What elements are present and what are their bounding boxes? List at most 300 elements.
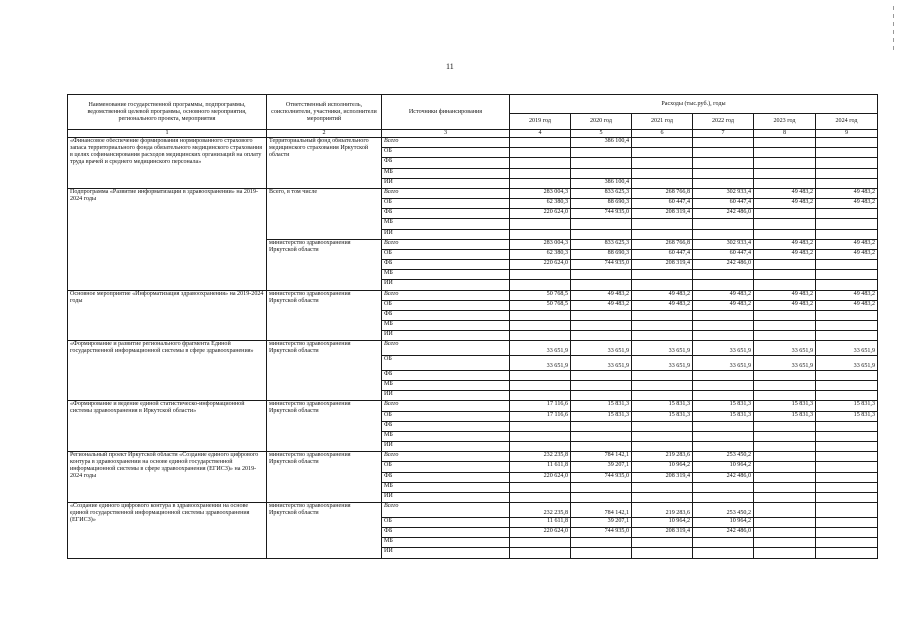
amount-cell [510,421,571,431]
amount-cell: 302 933,4 [693,239,754,249]
amount-cell: 15 831,3 [693,401,754,411]
amount-cell [571,421,632,431]
column-number: 9 [816,130,878,138]
amount-cell: 60 447,4 [693,249,754,259]
amount-cell: 386 100,4 [571,178,632,188]
executor-cell: Территориальный фонд обязательного медицинского страхования Иркутской области [267,138,382,189]
amount-cell [816,148,878,158]
amount-cell [510,168,571,178]
amount-cell [754,442,816,452]
amount-cell: 744 935,0 [571,260,632,270]
amount-cell: 283 004,3 [510,188,571,198]
amount-cell: 49 483,2 [571,300,632,310]
amount-cell [632,482,693,492]
amount-cell: 15 831,3 [693,411,754,421]
amount-cell [571,492,632,502]
amount-cell [571,370,632,380]
funding-source-cell: ОБ [382,462,510,472]
amount-cell: 50 768,5 [510,290,571,300]
amount-cell [816,462,878,472]
amount-cell [571,168,632,178]
amount-cell: 33 651,9 [632,356,693,371]
amount-cell: 208 319,4 [632,527,693,537]
amount-cell: 33 651,9 [754,341,816,356]
amount-cell [510,158,571,168]
funding-source-cell: Всего [382,503,510,518]
amount-cell: 10 964,2 [693,462,754,472]
funding-source-cell: ИИ [382,331,510,341]
amount-cell: 253 450,2 [693,503,754,518]
amount-cell: 49 483,2 [816,239,878,249]
amount-cell: 11 611,8 [510,517,571,527]
funding-source-cell: ОБ [382,249,510,259]
amount-cell [754,452,816,462]
amount-cell [693,492,754,502]
amount-cell: 17 116,6 [510,401,571,411]
amount-cell: 833 625,3 [571,188,632,198]
amount-cell [754,148,816,158]
funding-source-cell: МБ [382,219,510,229]
column-number: 5 [571,130,632,138]
amount-cell [754,158,816,168]
amount-cell: 49 483,2 [754,188,816,198]
amount-cell: 88 690,3 [571,199,632,209]
funding-source-cell: ФБ [382,472,510,482]
amount-cell [510,538,571,548]
header-name: Наименование государственной программы, подпрограммы, ведомственной целевой программы, основного мероприятия, регионального проекта, мероприятия [68,95,267,130]
funding-source-cell: Всего [382,239,510,249]
amount-cell: 11 611,8 [510,462,571,472]
amount-cell [693,381,754,391]
amount-cell [754,260,816,270]
table-row [68,188,878,198]
amount-cell: 33 651,9 [632,341,693,356]
amount-cell: 17 116,6 [510,411,571,421]
amount-cell [754,229,816,239]
amount-cell [693,391,754,401]
amount-cell [816,209,878,219]
amount-cell [571,538,632,548]
column-number: 2 [267,130,382,138]
amount-cell: 242 486,0 [693,527,754,537]
amount-cell [754,482,816,492]
header-costs: Расходы (тыс.руб.), годы [510,95,878,114]
amount-cell [571,548,632,559]
executor-cell: министерство здравоохранения Иркутской области [267,239,382,290]
amount-cell [754,209,816,219]
amount-cell [816,452,878,462]
amount-cell [510,138,571,148]
amount-cell [510,431,571,441]
amount-cell [754,310,816,320]
amount-cell [571,381,632,391]
amount-cell [632,229,693,239]
header-year: 2022 год [693,114,754,130]
executor-cell: министерство здравоохранения Иркутской области [267,401,382,452]
margin-mark [893,46,894,50]
amount-cell [693,280,754,290]
amount-cell: 744 935,0 [571,209,632,219]
funding-source-cell: Всего [382,290,510,300]
amount-cell [816,482,878,492]
table-row [68,138,878,148]
amount-cell [816,503,878,518]
amount-cell: 60 447,4 [693,199,754,209]
amount-cell [754,431,816,441]
amount-cell: 39 207,1 [571,517,632,527]
amount-cell [693,331,754,341]
funding-source-cell: ОБ [382,517,510,527]
amount-cell [754,381,816,391]
amount-cell: 833 625,3 [571,239,632,249]
amount-cell [816,310,878,320]
amount-cell: 268 766,8 [632,188,693,198]
amount-cell: 242 486,0 [693,209,754,219]
page-number: 11 [446,62,454,71]
amount-cell [754,168,816,178]
amount-cell [510,229,571,239]
header-executor: Ответственный исполнитель, соисполнители, участники, исполнители мероприятий [267,95,382,130]
amount-cell [754,331,816,341]
amount-cell [693,158,754,168]
amount-cell [816,280,878,290]
amount-cell: 219 283,6 [632,503,693,518]
amount-cell: 33 651,9 [693,356,754,371]
amount-cell [754,527,816,537]
margin-mark [893,38,894,42]
amount-cell: 242 486,0 [693,472,754,482]
amount-cell: 15 831,3 [816,411,878,421]
amount-cell: 49 483,2 [754,249,816,259]
amount-cell: 49 483,2 [816,199,878,209]
amount-cell [510,391,571,401]
amount-cell: 49 483,2 [754,300,816,310]
amount-cell: 220 624,0 [510,472,571,482]
funding-source-cell: ФБ [382,310,510,320]
amount-cell [754,138,816,148]
amount-cell: 49 483,2 [754,239,816,249]
amount-cell: 15 831,3 [571,401,632,411]
header-year: 2020 год [571,114,632,130]
amount-cell [693,548,754,559]
funding-source-cell: МБ [382,431,510,441]
amount-cell [693,229,754,239]
amount-cell [754,517,816,527]
amount-cell [632,321,693,331]
executor-cell: Всего, в том числе [267,188,382,239]
executor-cell: министерство здравоохранения Иркутской области [267,503,382,559]
amount-cell [510,178,571,188]
amount-cell [571,321,632,331]
funding-source-cell: ОБ [382,411,510,421]
amount-cell [816,260,878,270]
funding-source-cell: МБ [382,168,510,178]
amount-cell [510,482,571,492]
amount-cell: 268 766,8 [632,239,693,249]
funding-source-cell: ИИ [382,492,510,502]
funding-source-cell: МБ [382,270,510,280]
header-year: 2019 год [510,114,571,130]
amount-cell [632,331,693,341]
funding-source-cell: ИИ [382,548,510,559]
amount-cell [816,527,878,537]
funding-source-cell: ФБ [382,209,510,219]
amount-cell [571,270,632,280]
amount-cell [632,442,693,452]
amount-cell [816,472,878,482]
amount-cell: 15 831,3 [754,401,816,411]
amount-cell: 33 651,9 [816,356,878,371]
funding-source-cell: Всего [382,401,510,411]
amount-cell: 33 651,9 [571,341,632,356]
amount-cell: 62 380,3 [510,249,571,259]
amount-cell: 33 651,9 [816,341,878,356]
amount-cell [632,178,693,188]
amount-cell [632,138,693,148]
amount-cell: 49 483,2 [816,290,878,300]
amount-cell [816,421,878,431]
amount-cell: 49 483,2 [754,290,816,300]
funding-source-cell: ИИ [382,442,510,452]
amount-cell [816,442,878,452]
amount-cell: 784 142,1 [571,503,632,518]
funding-source-cell: Всего [382,188,510,198]
funding-source-cell: ОБ [382,356,510,371]
amount-cell [571,331,632,341]
header-year: 2021 год [632,114,693,130]
amount-cell: 15 831,3 [571,411,632,421]
amount-cell [510,370,571,380]
budget-table [67,94,878,559]
amount-cell [632,219,693,229]
funding-source-cell: ИИ [382,280,510,290]
column-number: 6 [632,130,693,138]
amount-cell: 220 624,0 [510,527,571,537]
amount-cell [693,442,754,452]
amount-cell: 283 004,3 [510,239,571,249]
amount-cell [693,310,754,320]
amount-cell [571,391,632,401]
amount-cell [571,310,632,320]
program-name-cell: Основное мероприятие «Информатизация здравоохранения» на 2019-2024 годы [68,290,267,341]
funding-source-cell: МБ [382,538,510,548]
amount-cell [754,321,816,331]
amount-cell [816,331,878,341]
executor-cell: министерство здравоохранения Иркутской области [267,290,382,341]
amount-cell [632,492,693,502]
amount-cell: 242 486,0 [693,260,754,270]
amount-cell [510,219,571,229]
amount-cell [816,492,878,502]
margin-mark [893,6,894,10]
amount-cell [754,421,816,431]
table-row [68,452,878,462]
amount-cell: 49 483,2 [632,300,693,310]
funding-source-cell: ФБ [382,158,510,168]
table-row [68,503,878,518]
margin-mark [893,30,894,34]
amount-cell [693,431,754,441]
amount-cell [693,370,754,380]
table-header [68,95,878,138]
amount-cell: 49 483,2 [571,290,632,300]
header-source: Источники финансирования [382,95,510,130]
amount-cell [816,270,878,280]
amount-cell: 15 831,3 [754,411,816,421]
amount-cell [754,538,816,548]
amount-cell [754,370,816,380]
amount-cell [754,503,816,518]
amount-cell: 49 483,2 [754,199,816,209]
amount-cell [510,280,571,290]
table-body [68,138,878,559]
amount-cell [816,158,878,168]
amount-cell [632,391,693,401]
amount-cell: 220 624,0 [510,260,571,270]
funding-source-cell: ИИ [382,178,510,188]
executor-cell: министерство здравоохранения Иркутской области [267,341,382,401]
amount-cell [510,442,571,452]
amount-cell: 15 831,3 [632,411,693,421]
amount-cell: 208 319,4 [632,209,693,219]
amount-cell: 33 651,9 [510,356,571,371]
amount-cell [754,462,816,472]
executor-cell: министерство здравоохранения Иркутской области [267,452,382,503]
amount-cell: 10 964,2 [632,517,693,527]
table-row [68,341,878,356]
amount-cell [632,370,693,380]
amount-cell [693,421,754,431]
amount-cell: 15 831,3 [632,401,693,411]
column-number: 4 [510,130,571,138]
funding-source-cell: Всего [382,341,510,356]
amount-cell [816,168,878,178]
funding-source-cell: ИИ [382,229,510,239]
amount-cell: 744 935,0 [571,472,632,482]
amount-cell [754,270,816,280]
amount-cell [571,219,632,229]
amount-cell [816,538,878,548]
amount-cell: 49 483,2 [816,249,878,259]
program-name-cell: Подпрограмма «Развитие информатизации в здравоохранении» на 2019-2024 годы [68,188,267,290]
amount-cell [693,270,754,280]
program-name-cell: «Создание единого цифрового контура в здравоохранении на основе единой государственной информационной системы здравоохранения (ЕГИСЗ)» [68,503,267,559]
amount-cell: 219 283,6 [632,452,693,462]
amount-cell: 49 483,2 [693,290,754,300]
amount-cell [571,148,632,158]
amount-cell: 62 380,3 [510,199,571,209]
amount-cell [632,168,693,178]
amount-cell [816,391,878,401]
amount-cell [632,381,693,391]
amount-cell [754,178,816,188]
column-number: 8 [754,130,816,138]
amount-cell [816,138,878,148]
amount-cell [571,158,632,168]
amount-cell [754,219,816,229]
amount-cell [632,310,693,320]
funding-source-cell: Всего [382,138,510,148]
amount-cell [632,158,693,168]
table-row [68,290,878,300]
amount-cell [510,310,571,320]
amount-cell [510,548,571,559]
amount-cell: 50 768,5 [510,300,571,310]
amount-cell [816,370,878,380]
amount-cell: 232 235,8 [510,503,571,518]
amount-cell: 33 651,9 [510,341,571,356]
amount-cell [816,381,878,391]
amount-cell [816,229,878,239]
amount-cell: 253 450,2 [693,452,754,462]
amount-cell: 33 651,9 [693,341,754,356]
amount-cell: 49 483,2 [816,300,878,310]
amount-cell [510,331,571,341]
funding-source-cell: ФБ [382,527,510,537]
amount-cell [816,548,878,559]
funding-source-cell: ОБ [382,300,510,310]
funding-source-cell: МБ [382,321,510,331]
amount-cell [693,538,754,548]
amount-cell [816,321,878,331]
amount-cell [693,138,754,148]
column-number: 3 [382,130,510,138]
amount-cell: 60 447,4 [632,249,693,259]
amount-cell: 302 933,4 [693,188,754,198]
amount-cell [510,270,571,280]
program-name-cell: Региональный проект Иркутской области «Создание единого цифрового контура в здравоохранении на основе единой государственной информационной системы в сфере здравоохранения (ЕГИСЗ)» на 2019-2024 годы [68,452,267,503]
amount-cell [754,548,816,559]
amount-cell: 10 964,2 [693,517,754,527]
funding-source-cell: ФБ [382,421,510,431]
amount-cell [510,381,571,391]
margin-mark [893,14,894,18]
amount-cell [816,219,878,229]
amount-cell: 208 319,4 [632,260,693,270]
amount-cell [693,482,754,492]
amount-cell [632,431,693,441]
amount-cell [571,280,632,290]
amount-cell [632,280,693,290]
amount-cell: 744 935,0 [571,527,632,537]
amount-cell [632,148,693,158]
amount-cell [693,321,754,331]
amount-cell: 33 651,9 [571,356,632,371]
header-year: 2023 год [754,114,816,130]
amount-cell [571,442,632,452]
amount-cell: 10 964,2 [632,462,693,472]
amount-cell: 784 142,1 [571,452,632,462]
amount-cell: 220 624,0 [510,209,571,219]
margin-mark [893,22,894,26]
amount-cell [510,321,571,331]
amount-cell: 15 831,3 [816,401,878,411]
amount-cell [632,548,693,559]
amount-cell [816,178,878,188]
amount-cell [816,431,878,441]
funding-source-cell: ИИ [382,391,510,401]
amount-cell [510,148,571,158]
amount-cell [693,178,754,188]
amount-cell: 88 690,3 [571,249,632,259]
amount-cell: 232 235,8 [510,452,571,462]
amount-cell [632,421,693,431]
amount-cell [754,391,816,401]
funding-source-cell: Всего [382,452,510,462]
amount-cell [816,517,878,527]
amount-cell: 49 483,2 [816,188,878,198]
amount-cell: 60 447,4 [632,199,693,209]
